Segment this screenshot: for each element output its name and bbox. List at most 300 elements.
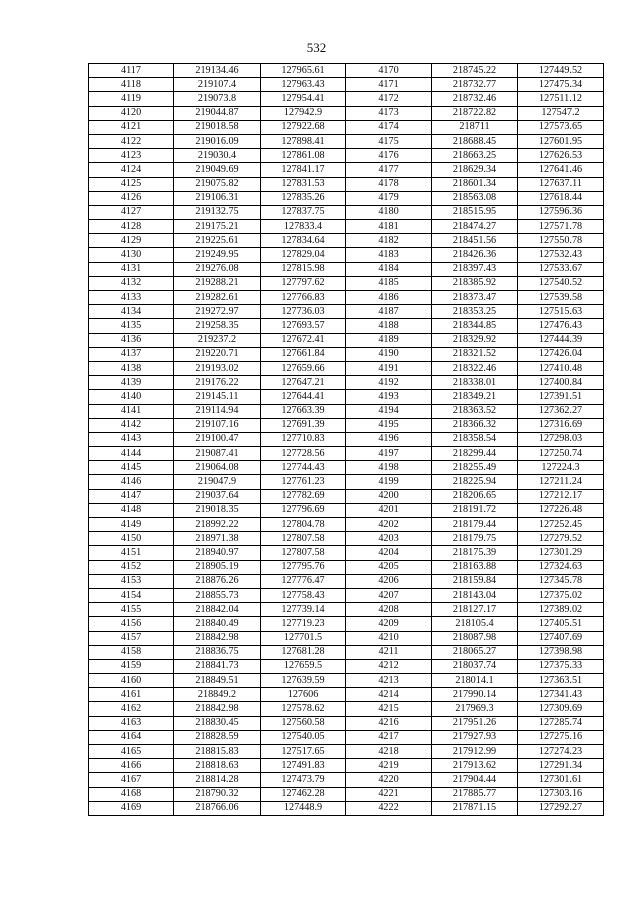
- x-coordinate-cell: 219193.02: [174, 361, 261, 375]
- y-coordinate-cell: 127641.46: [518, 163, 604, 177]
- x-coordinate-cell: 219049.69: [174, 163, 261, 177]
- y-coordinate-cell: 127782.69: [261, 489, 346, 503]
- y-coordinate-cell: 127279.52: [518, 532, 604, 546]
- y-coordinate-cell: 127515.63: [518, 305, 604, 319]
- x-coordinate-cell: 218855.73: [174, 588, 261, 602]
- x-coordinate-cell: 218732.77: [432, 78, 518, 92]
- x-coordinate-cell: 218353.25: [432, 305, 518, 319]
- y-coordinate-cell: 127736.03: [261, 305, 346, 319]
- x-coordinate-cell: 217871.15: [432, 801, 518, 815]
- table-row: [89, 78, 604, 92]
- table-row: [89, 120, 604, 134]
- y-coordinate-cell: 127829.04: [261, 248, 346, 262]
- y-coordinate-cell: 127644.41: [261, 390, 346, 404]
- table-row: [89, 745, 604, 759]
- table-row: [89, 518, 604, 532]
- table-row: [89, 759, 604, 773]
- x-coordinate-cell: 219064.08: [174, 461, 261, 475]
- y-coordinate-cell: 127539.58: [518, 291, 604, 305]
- x-coordinate-cell: 218349.21: [432, 390, 518, 404]
- x-coordinate-cell: 219225.61: [174, 234, 261, 248]
- y-coordinate-cell: 127659.5: [261, 659, 346, 673]
- point-number-cell: 4179: [346, 191, 432, 205]
- point-number-cell: 4142: [89, 418, 174, 432]
- point-number-cell: 4135: [89, 319, 174, 333]
- point-number-cell: 4212: [346, 659, 432, 673]
- x-coordinate-cell: 219176.22: [174, 376, 261, 390]
- table-row: [89, 631, 604, 645]
- point-number-cell: 4222: [346, 801, 432, 815]
- y-coordinate-cell: 127375.33: [518, 659, 604, 673]
- y-coordinate-cell: 127835.26: [261, 191, 346, 205]
- x-coordinate-cell: 218037.74: [432, 659, 518, 673]
- point-number-cell: 4214: [346, 688, 432, 702]
- x-coordinate-cell: 218451.56: [432, 234, 518, 248]
- x-coordinate-cell: 219047.9: [174, 475, 261, 489]
- table-row: [89, 787, 604, 801]
- x-coordinate-cell: 218191.72: [432, 503, 518, 517]
- y-coordinate-cell: 127533.67: [518, 262, 604, 276]
- table-row: [89, 688, 604, 702]
- y-coordinate-cell: 127965.61: [261, 64, 346, 78]
- y-coordinate-cell: 127407.69: [518, 631, 604, 645]
- x-coordinate-cell: 217990.14: [432, 688, 518, 702]
- y-coordinate-cell: 127795.76: [261, 560, 346, 574]
- point-number-cell: 4160: [89, 674, 174, 688]
- point-number-cell: 4141: [89, 404, 174, 418]
- x-coordinate-cell: 218087.98: [432, 631, 518, 645]
- y-coordinate-cell: 127473.79: [261, 773, 346, 787]
- x-coordinate-cell: 218905.19: [174, 560, 261, 574]
- point-number-cell: 4133: [89, 291, 174, 305]
- point-number-cell: 4167: [89, 773, 174, 787]
- table-row: [89, 574, 604, 588]
- table-row: [89, 645, 604, 659]
- x-coordinate-cell: 219114.94: [174, 404, 261, 418]
- x-coordinate-cell: 219016.09: [174, 134, 261, 148]
- table-row: [89, 489, 604, 503]
- x-coordinate-cell: 218601.34: [432, 177, 518, 191]
- y-coordinate-cell: 127739.14: [261, 603, 346, 617]
- y-coordinate-cell: 127596.36: [518, 205, 604, 219]
- x-coordinate-cell: 218688.45: [432, 134, 518, 148]
- x-coordinate-cell: 218105.4: [432, 617, 518, 631]
- x-coordinate-cell: 219272.97: [174, 305, 261, 319]
- x-coordinate-cell: 218225.94: [432, 475, 518, 489]
- y-coordinate-cell: 127298.03: [518, 432, 604, 446]
- table-row: [89, 319, 604, 333]
- x-coordinate-cell: 218732.46: [432, 92, 518, 106]
- y-coordinate-cell: 127212.17: [518, 489, 604, 503]
- table-row: [89, 659, 604, 673]
- x-coordinate-cell: 218515.95: [432, 205, 518, 219]
- page-number: 532: [306, 40, 327, 55]
- x-coordinate-cell: 218175.39: [432, 546, 518, 560]
- y-coordinate-cell: 127807.58: [261, 546, 346, 560]
- y-coordinate-cell: 127462.28: [261, 787, 346, 801]
- table-row: [89, 390, 604, 404]
- coordinates-table-body: [89, 64, 604, 816]
- point-number-cell: 4186: [346, 291, 432, 305]
- x-coordinate-cell: 218766.06: [174, 801, 261, 815]
- point-number-cell: 4132: [89, 276, 174, 290]
- point-number-cell: 4207: [346, 588, 432, 602]
- point-number-cell: 4203: [346, 532, 432, 546]
- table-row: [89, 177, 604, 191]
- y-coordinate-cell: 127710.83: [261, 432, 346, 446]
- x-coordinate-cell: 218206.65: [432, 489, 518, 503]
- y-coordinate-cell: 127691.39: [261, 418, 346, 432]
- x-coordinate-cell: 218836.75: [174, 645, 261, 659]
- x-coordinate-cell: 218299.44: [432, 447, 518, 461]
- point-number-cell: 4136: [89, 333, 174, 347]
- y-coordinate-cell: 127626.53: [518, 149, 604, 163]
- table-row: [89, 716, 604, 730]
- x-coordinate-cell: 219030.4: [174, 149, 261, 163]
- point-number-cell: 4121: [89, 120, 174, 134]
- table-row: [89, 333, 604, 347]
- y-coordinate-cell: 127701.5: [261, 631, 346, 645]
- point-number-cell: 4128: [89, 220, 174, 234]
- point-number-cell: 4182: [346, 234, 432, 248]
- table-row: [89, 603, 604, 617]
- y-coordinate-cell: 127547.2: [518, 106, 604, 120]
- x-coordinate-cell: 218711: [432, 120, 518, 134]
- y-coordinate-cell: 127571.78: [518, 220, 604, 234]
- x-coordinate-cell: 218840.49: [174, 617, 261, 631]
- x-coordinate-cell: 219132.75: [174, 205, 261, 219]
- table-row: [89, 205, 604, 219]
- x-coordinate-cell: 217951.26: [432, 716, 518, 730]
- x-coordinate-cell: 219249.95: [174, 248, 261, 262]
- x-coordinate-cell: 218329.92: [432, 333, 518, 347]
- y-coordinate-cell: 127448.9: [261, 801, 346, 815]
- y-coordinate-cell: 127426.04: [518, 347, 604, 361]
- point-number-cell: 4126: [89, 191, 174, 205]
- point-number-cell: 4146: [89, 475, 174, 489]
- y-coordinate-cell: 127744.43: [261, 461, 346, 475]
- y-coordinate-cell: 127606: [261, 688, 346, 702]
- table-row: [89, 773, 604, 787]
- x-coordinate-cell: 219106.31: [174, 191, 261, 205]
- y-coordinate-cell: 127444.39: [518, 333, 604, 347]
- point-number-cell: 4150: [89, 532, 174, 546]
- y-coordinate-cell: 127942.9: [261, 106, 346, 120]
- y-coordinate-cell: 127776.47: [261, 574, 346, 588]
- point-number-cell: 4159: [89, 659, 174, 673]
- x-coordinate-cell: 218366.32: [432, 418, 518, 432]
- point-number-cell: 4175: [346, 134, 432, 148]
- point-number-cell: 4157: [89, 631, 174, 645]
- x-coordinate-cell: 218179.75: [432, 532, 518, 546]
- point-number-cell: 4134: [89, 305, 174, 319]
- y-coordinate-cell: 127252.45: [518, 518, 604, 532]
- point-number-cell: 4131: [89, 262, 174, 276]
- y-coordinate-cell: 127362.27: [518, 404, 604, 418]
- x-coordinate-cell: 218322.46: [432, 361, 518, 375]
- x-coordinate-cell: 219107.16: [174, 418, 261, 432]
- y-coordinate-cell: 127400.84: [518, 376, 604, 390]
- y-coordinate-cell: 127728.56: [261, 447, 346, 461]
- table-row: [89, 134, 604, 148]
- point-number-cell: 4164: [89, 730, 174, 744]
- x-coordinate-cell: 218830.45: [174, 716, 261, 730]
- y-coordinate-cell: 127309.69: [518, 702, 604, 716]
- x-coordinate-cell: 219100.47: [174, 432, 261, 446]
- y-coordinate-cell: 127224.3: [518, 461, 604, 475]
- x-coordinate-cell: 218745.22: [432, 64, 518, 78]
- x-coordinate-cell: 219018.58: [174, 120, 261, 134]
- point-number-cell: 4206: [346, 574, 432, 588]
- table-row: [89, 588, 604, 602]
- y-coordinate-cell: 127324.63: [518, 560, 604, 574]
- x-coordinate-cell: 218159.84: [432, 574, 518, 588]
- table-row: [89, 248, 604, 262]
- x-coordinate-cell: 219276.08: [174, 262, 261, 276]
- point-number-cell: 4176: [346, 149, 432, 163]
- point-number-cell: 4208: [346, 603, 432, 617]
- point-number-cell: 4123: [89, 149, 174, 163]
- y-coordinate-cell: 127922.68: [261, 120, 346, 134]
- point-number-cell: 4192: [346, 376, 432, 390]
- point-number-cell: 4190: [346, 347, 432, 361]
- point-number-cell: 4183: [346, 248, 432, 262]
- y-coordinate-cell: 127391.51: [518, 390, 604, 404]
- table-row: [89, 163, 604, 177]
- x-coordinate-cell: 218163.88: [432, 560, 518, 574]
- table-row: [89, 64, 604, 78]
- x-coordinate-cell: 218321.52: [432, 347, 518, 361]
- point-number-cell: 4184: [346, 262, 432, 276]
- y-coordinate-cell: 127389.02: [518, 603, 604, 617]
- table-row: [89, 432, 604, 446]
- x-coordinate-cell: 218992.22: [174, 518, 261, 532]
- point-number-cell: 4138: [89, 361, 174, 375]
- point-number-cell: 4196: [346, 432, 432, 446]
- point-number-cell: 4178: [346, 177, 432, 191]
- point-number-cell: 4144: [89, 447, 174, 461]
- point-number-cell: 4201: [346, 503, 432, 517]
- y-coordinate-cell: 127797.62: [261, 276, 346, 290]
- point-number-cell: 4162: [89, 702, 174, 716]
- x-coordinate-cell: 218818.63: [174, 759, 261, 773]
- table-row: [89, 149, 604, 163]
- y-coordinate-cell: 127766.83: [261, 291, 346, 305]
- point-number-cell: 4187: [346, 305, 432, 319]
- x-coordinate-cell: 219107.4: [174, 78, 261, 92]
- y-coordinate-cell: 127573.65: [518, 120, 604, 134]
- x-coordinate-cell: 218971.38: [174, 532, 261, 546]
- point-number-cell: 4205: [346, 560, 432, 574]
- x-coordinate-cell: 219073.8: [174, 92, 261, 106]
- point-number-cell: 4174: [346, 120, 432, 134]
- x-coordinate-cell: 219237.2: [174, 333, 261, 347]
- y-coordinate-cell: 127405.51: [518, 617, 604, 631]
- point-number-cell: 4120: [89, 106, 174, 120]
- x-coordinate-cell: 218255.49: [432, 461, 518, 475]
- point-number-cell: 4200: [346, 489, 432, 503]
- table-row: [89, 447, 604, 461]
- point-number-cell: 4151: [89, 546, 174, 560]
- y-coordinate-cell: 127672.41: [261, 333, 346, 347]
- point-number-cell: 4213: [346, 674, 432, 688]
- x-coordinate-cell: 218790.32: [174, 787, 261, 801]
- x-coordinate-cell: 219282.61: [174, 291, 261, 305]
- point-number-cell: 4185: [346, 276, 432, 290]
- x-coordinate-cell: 217885.77: [432, 787, 518, 801]
- y-coordinate-cell: 127211.24: [518, 475, 604, 489]
- y-coordinate-cell: 127601.95: [518, 134, 604, 148]
- point-number-cell: 4172: [346, 92, 432, 106]
- point-number-cell: 4153: [89, 574, 174, 588]
- x-coordinate-cell: 217913.62: [432, 759, 518, 773]
- y-coordinate-cell: 127517.65: [261, 745, 346, 759]
- y-coordinate-cell: 127274.23: [518, 745, 604, 759]
- x-coordinate-cell: 219087.41: [174, 447, 261, 461]
- point-number-cell: 4181: [346, 220, 432, 234]
- table-row: [89, 560, 604, 574]
- table-row: [89, 404, 604, 418]
- table-row: [89, 305, 604, 319]
- y-coordinate-cell: 127693.57: [261, 319, 346, 333]
- y-coordinate-cell: 127837.75: [261, 205, 346, 219]
- point-number-cell: 4221: [346, 787, 432, 801]
- table-row: [89, 361, 604, 375]
- point-number-cell: 4122: [89, 134, 174, 148]
- point-number-cell: 4125: [89, 177, 174, 191]
- point-number-cell: 4139: [89, 376, 174, 390]
- y-coordinate-cell: 127639.59: [261, 674, 346, 688]
- y-coordinate-cell: 127807.58: [261, 532, 346, 546]
- point-number-cell: 4219: [346, 759, 432, 773]
- table-row: [89, 546, 604, 560]
- y-coordinate-cell: 127618.44: [518, 191, 604, 205]
- y-coordinate-cell: 127292.27: [518, 801, 604, 815]
- table-row: [89, 234, 604, 248]
- x-coordinate-cell: 218814.28: [174, 773, 261, 787]
- y-coordinate-cell: 127804.78: [261, 518, 346, 532]
- table-row: [89, 674, 604, 688]
- point-number-cell: 4152: [89, 560, 174, 574]
- y-coordinate-cell: 127226.48: [518, 503, 604, 517]
- y-coordinate-cell: 127719.23: [261, 617, 346, 631]
- point-number-cell: 4199: [346, 475, 432, 489]
- y-coordinate-cell: 127303.16: [518, 787, 604, 801]
- x-coordinate-cell: 218474.27: [432, 220, 518, 234]
- point-number-cell: 4118: [89, 78, 174, 92]
- table-row: [89, 291, 604, 305]
- y-coordinate-cell: 127861.08: [261, 149, 346, 163]
- point-number-cell: 4161: [89, 688, 174, 702]
- y-coordinate-cell: 127285.74: [518, 716, 604, 730]
- y-coordinate-cell: 127291.34: [518, 759, 604, 773]
- x-coordinate-cell: 219258.35: [174, 319, 261, 333]
- x-coordinate-cell: 218849.2: [174, 688, 261, 702]
- point-number-cell: 4180: [346, 205, 432, 219]
- point-number-cell: 4217: [346, 730, 432, 744]
- table-row: [89, 617, 604, 631]
- x-coordinate-cell: 219145.11: [174, 390, 261, 404]
- x-coordinate-cell: 218014.1: [432, 674, 518, 688]
- x-coordinate-cell: 218344.85: [432, 319, 518, 333]
- x-coordinate-cell: 218663.25: [432, 149, 518, 163]
- y-coordinate-cell: 127550.78: [518, 234, 604, 248]
- point-number-cell: 4216: [346, 716, 432, 730]
- y-coordinate-cell: 127540.05: [261, 730, 346, 744]
- x-coordinate-cell: 219220.71: [174, 347, 261, 361]
- table-row: [89, 220, 604, 234]
- x-coordinate-cell: 218065.27: [432, 645, 518, 659]
- point-number-cell: 4145: [89, 461, 174, 475]
- y-coordinate-cell: 127560.58: [261, 716, 346, 730]
- point-number-cell: 4163: [89, 716, 174, 730]
- table-row: [89, 475, 604, 489]
- point-number-cell: 4169: [89, 801, 174, 815]
- coordinates-table: [88, 63, 604, 816]
- x-coordinate-cell: 217969.3: [432, 702, 518, 716]
- point-number-cell: 4173: [346, 106, 432, 120]
- y-coordinate-cell: 127796.69: [261, 503, 346, 517]
- x-coordinate-cell: 218179.44: [432, 518, 518, 532]
- point-number-cell: 4171: [346, 78, 432, 92]
- y-coordinate-cell: 127511.12: [518, 92, 604, 106]
- point-number-cell: 4210: [346, 631, 432, 645]
- x-coordinate-cell: 219075.82: [174, 177, 261, 191]
- point-number-cell: 4193: [346, 390, 432, 404]
- x-coordinate-cell: 218940.97: [174, 546, 261, 560]
- point-number-cell: 4168: [89, 787, 174, 801]
- point-number-cell: 4148: [89, 503, 174, 517]
- x-coordinate-cell: 218373.47: [432, 291, 518, 305]
- x-coordinate-cell: 219288.21: [174, 276, 261, 290]
- point-number-cell: 4165: [89, 745, 174, 759]
- y-coordinate-cell: 127476.43: [518, 319, 604, 333]
- y-coordinate-cell: 127659.66: [261, 361, 346, 375]
- x-coordinate-cell: 218841.73: [174, 659, 261, 673]
- point-number-cell: 4218: [346, 745, 432, 759]
- y-coordinate-cell: 127250.74: [518, 447, 604, 461]
- x-coordinate-cell: 219175.21: [174, 220, 261, 234]
- y-coordinate-cell: 127681.28: [261, 645, 346, 659]
- x-coordinate-cell: 218842.98: [174, 631, 261, 645]
- y-coordinate-cell: 127301.61: [518, 773, 604, 787]
- y-coordinate-cell: 127375.02: [518, 588, 604, 602]
- y-coordinate-cell: 127963.43: [261, 78, 346, 92]
- table-row: [89, 801, 604, 815]
- x-coordinate-cell: 218143.04: [432, 588, 518, 602]
- point-number-cell: 4155: [89, 603, 174, 617]
- x-coordinate-cell: 218842.04: [174, 603, 261, 617]
- point-number-cell: 4130: [89, 248, 174, 262]
- x-coordinate-cell: 218397.43: [432, 262, 518, 276]
- point-number-cell: 4166: [89, 759, 174, 773]
- y-coordinate-cell: 127491.83: [261, 759, 346, 773]
- y-coordinate-cell: 127341.43: [518, 688, 604, 702]
- point-number-cell: 4194: [346, 404, 432, 418]
- y-coordinate-cell: 127275.16: [518, 730, 604, 744]
- y-coordinate-cell: 127449.52: [518, 64, 604, 78]
- point-number-cell: 4202: [346, 518, 432, 532]
- y-coordinate-cell: 127954.41: [261, 92, 346, 106]
- y-coordinate-cell: 127398.98: [518, 645, 604, 659]
- y-coordinate-cell: 127363.51: [518, 674, 604, 688]
- point-number-cell: 4158: [89, 645, 174, 659]
- y-coordinate-cell: 127663.39: [261, 404, 346, 418]
- x-coordinate-cell: 218358.54: [432, 432, 518, 446]
- point-number-cell: 4147: [89, 489, 174, 503]
- x-coordinate-cell: 218563.08: [432, 191, 518, 205]
- table-row: [89, 418, 604, 432]
